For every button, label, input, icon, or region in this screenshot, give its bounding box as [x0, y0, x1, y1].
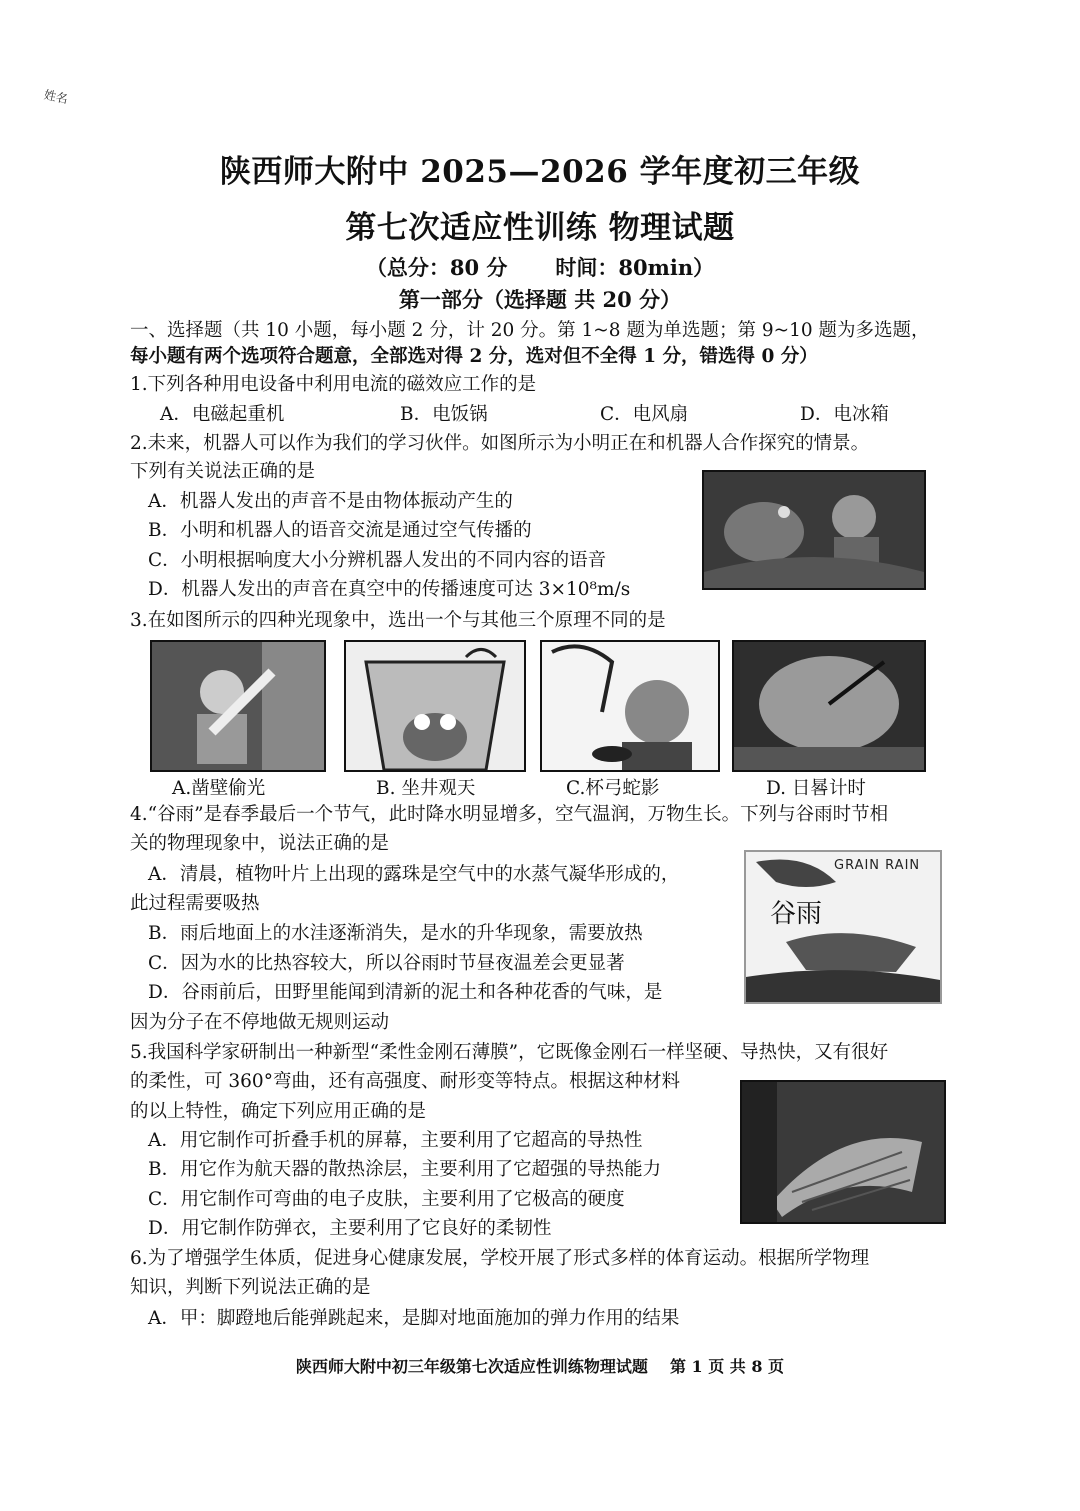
sundial-illustration [734, 642, 924, 770]
q2-stem-2: 下列有关说法正确的是 [130, 461, 316, 482]
q6-option-a: A．甲：脚蹬地后能弹跳起来，是脚对地面施加的弹力作用的结果 [148, 1308, 680, 1329]
bow-in-cup-illustration [542, 642, 718, 770]
q3-image-b [344, 640, 526, 772]
q2-stem-1: 2.未来，机器人可以作为我们的学习伙伴。如图所示为小明正在和机器人合作探究的情景。 [130, 433, 870, 454]
chisel-wall-light-illustration [152, 642, 324, 770]
q3-stem: 3.在如图所示的四种光现象中，选出一个与其他三个原理不同的是 [130, 610, 666, 631]
exam-meta [0, 252, 1080, 282]
exam-title-line1: 陕西师大附中 2025—2026 学年度初三年级 [219, 154, 861, 190]
q4-option-d-1: D．谷雨前后，田野里能闻到清新的泥土和各种花香的气味，是 [148, 982, 663, 1003]
section1-intro-2: 每小题有两个选项符合题意，全部选对得 2 分，选对但不全得 1 分，错选得 0 分） [130, 346, 818, 367]
grain-rain-illustration [746, 852, 940, 1002]
q4-stem-2: 关的物理现象中，说法正确的是 [130, 833, 390, 854]
q6-stem-2: 知识，判断下列说法正确的是 [130, 1277, 371, 1298]
q2-option-b: B．小明和机器人的语音交流是通过空气传播的 [148, 520, 532, 541]
robot-study-image [702, 470, 926, 590]
q1-option-d: D．电冰箱 [800, 404, 889, 425]
q5-option-c: C．用它制作可弯曲的电子皮肤，主要利用了它极高的硬度 [148, 1189, 625, 1210]
q4-option-d-2: 因为分子在不停地做无规则运动 [130, 1012, 390, 1033]
footer-page-number: 第 1 页 共 8 页 [669, 1357, 785, 1376]
grain-rain-chars: 谷雨 [770, 899, 823, 929]
q5-option-d: D．用它制作防弹衣，主要利用了它良好的柔韧性 [148, 1218, 552, 1239]
grain-rain-image [744, 850, 942, 1004]
corner-handwriting: 姓名 [42, 87, 70, 107]
q4-option-a-2: 此过程需要吸热 [130, 893, 260, 914]
q3-caption-d: D. 日晷计时 [766, 778, 866, 799]
q1-options [160, 402, 960, 428]
q5-stem-3: 的以上特性，确定下列应用正确的是 [130, 1101, 427, 1122]
total-score: （总分：80 分 [365, 255, 508, 280]
diamond-film-illustration [742, 1082, 944, 1222]
grain-rain-label: GRAIN RAIN [834, 858, 921, 873]
exam-time: 时间：80min） [555, 255, 715, 280]
q3-caption-c: C.杯弓蛇影 [566, 778, 660, 799]
q1-option-c: C．电风扇 [600, 404, 689, 425]
robot-study-illustration [704, 472, 924, 588]
q1-stem: 1.下列各种用电设备中利用电流的磁效应工作的是 [130, 374, 537, 395]
q5-option-a: A．用它制作可折叠手机的屏幕，主要利用了它超高的导热性 [148, 1130, 643, 1151]
q3-image-c [540, 640, 720, 772]
page-footer [0, 1354, 1080, 1377]
q4-option-b: B．雨后地面上的水洼逐渐消失，是水的升华现象，需要放热 [148, 923, 643, 944]
q2-option-d: D．机器人发出的声音在真空中的传播速度可达 3×10⁸m/s [148, 579, 631, 600]
q5-stem-2: 的柔性，可 360°弯曲，还有高强度、耐形变等特点。根据这种材料 [130, 1071, 680, 1092]
q1-option-a: A．电磁起重机 [160, 404, 285, 425]
q5-option-b: B．用它作为航天器的散热涂层，主要利用了它超强的导热能力 [148, 1159, 662, 1180]
q4-option-c: C．因为水的比热容较大，所以谷雨时节昼夜温差会更显著 [148, 953, 625, 974]
section1-intro-1: 一、选择题（共 10 小题，每小题 2 分，计 20 分。第 1~8 题为单选题；第 9~10 题为多选题， [130, 320, 930, 341]
q4-stem-1: 4.“谷雨”是春季最后一个节气，此时降水明显增多，空气温润，万物生长。下列与谷雨时节相 [130, 804, 889, 825]
footer-title: 陕西师大附中初三年级第七次适应性训练物理试题 [295, 1357, 648, 1376]
q3-caption-b: B. 坐井观天 [376, 778, 476, 799]
q3-image-d [732, 640, 926, 772]
q4-option-a-1: A．清晨，植物叶片上出现的露珠是空气中的水蒸气凝华形成的， [148, 864, 680, 885]
exam-title-line2: 第七次适应性训练 物理试题 [345, 210, 735, 246]
q2-option-a: A．机器人发出的声音不是由物体振动产生的 [148, 491, 513, 512]
q3-caption-a: A.凿壁偷光 [172, 778, 266, 799]
frog-in-well-illustration [346, 642, 524, 770]
q1-option-b: B．电饭锅 [400, 404, 488, 425]
q6-stem-1: 6.为了增强学生体质，促进身心健康发展，学校开展了形式多样的体育运动。根据所学物理 [130, 1248, 870, 1269]
q3-image-a [150, 640, 326, 772]
q5-stem-1: 5.我国科学家研制出一种新型“柔性金刚石薄膜”，它既像金刚石一样坚硬、导热快，又有很好 [130, 1042, 889, 1063]
q2-option-c: C．小明根据响度大小分辨机器人发出的不同内容的语音 [148, 550, 607, 571]
part1-title: 第一部分（选择题 共 20 分） [398, 287, 682, 312]
diamond-film-image [740, 1080, 946, 1224]
